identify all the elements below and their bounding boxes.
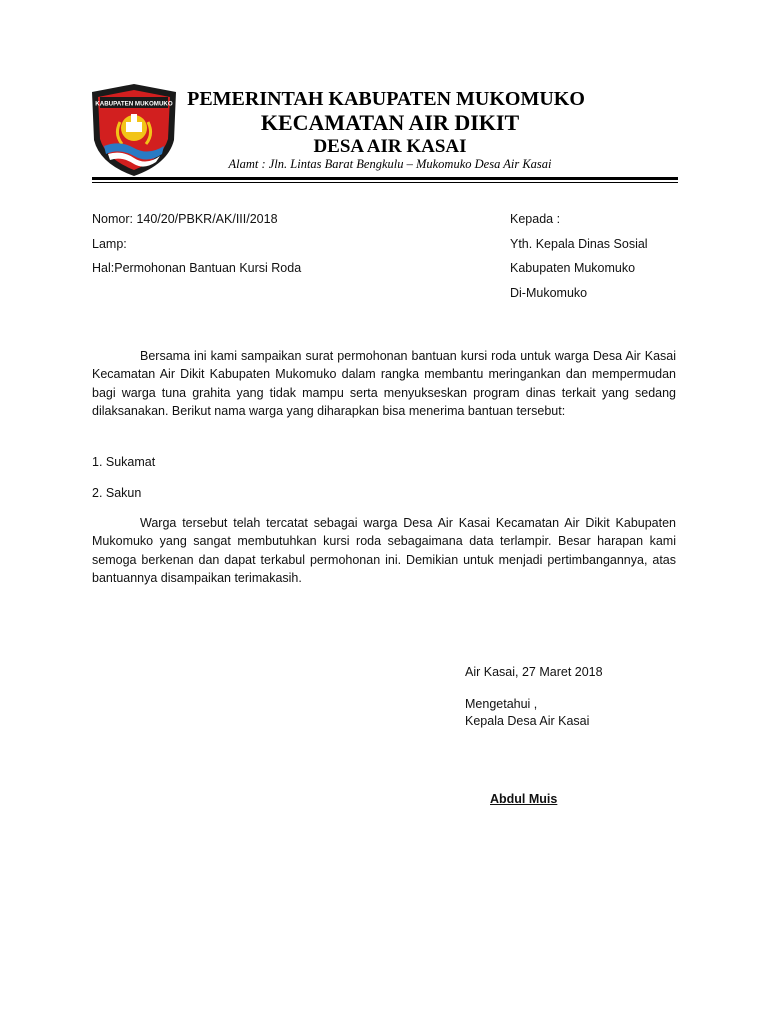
beneficiary-list-item: 2. Sakun	[92, 486, 142, 500]
letterhead-village: DESA AIR KASAI	[313, 136, 467, 157]
letter-number: Nomor: 140/20/PBKR/AK/III/2018	[92, 212, 278, 226]
letter-attachment: Lamp:	[92, 237, 127, 251]
letterhead-district: KECAMATAN AIR DIKIT	[260, 110, 520, 135]
letterhead-rule-thick	[92, 177, 678, 180]
letterhead-government: PEMERINTAH KABUPATEN MUKOMUKO	[187, 88, 585, 110]
acknowledged-label: Mengetahui ,	[465, 697, 538, 711]
signatory-title: Kepala Desa Air Kasai	[465, 714, 590, 728]
letter-subject: Hal:Permohonan Bantuan Kursi Roda	[92, 261, 302, 275]
recipient-line-3: Di-Mukomuko	[510, 286, 588, 300]
place-date: Air Kasai, 27 Maret 2018	[465, 665, 603, 679]
signatory-name: Abdul Muis	[490, 792, 558, 806]
beneficiary-list-item: 1. Sukamat	[92, 455, 156, 469]
body-paragraph-1: Bersama ini kami sampaikan surat permohonan bantuan kursi roda untuk warga Desa Air Kasai Kecamatan Air Dikit Kabupaten Mukomuko dalam rangka membantu meringankan dan mempermudan bagi warga tuna grahita yang tidak mampu serta menyukseskan program dinas terkait yang sedang dilaksanakan. Berikut nama warga yang diharapkan bisa menerima bantuan tersebut:	[92, 349, 676, 418]
letterhead-address: Alamt : Jln. Lintas Barat Bengkulu – Mukomuko Desa Air Kasai	[228, 157, 552, 171]
regency-seal-logo	[90, 82, 178, 178]
recipient-line-2: Kabupaten Mukomuko	[510, 261, 636, 275]
recipient-label: Kepada :	[510, 212, 561, 226]
recipient-line-1: Yth. Kepala Dinas Sosial	[510, 237, 648, 251]
letterhead-rule-thin	[92, 182, 678, 183]
logo-text: KABUPATEN MUKOMUKO	[95, 100, 173, 108]
body-paragraph-2: Warga tersebut telah tercatat sebagai warga Desa Air Kasai Kecamatan Air Dikit Kabupaten Mukomuko yang sangat membutuhkan kursi roda sebagaimana data terlampir. Besar harapan kami semoga berkenan dan dapat terkabul permohonan ini. Demikian untuk menjadi pertimbangannya, atas bantuannya disampaikan terimakasih.	[92, 516, 676, 585]
